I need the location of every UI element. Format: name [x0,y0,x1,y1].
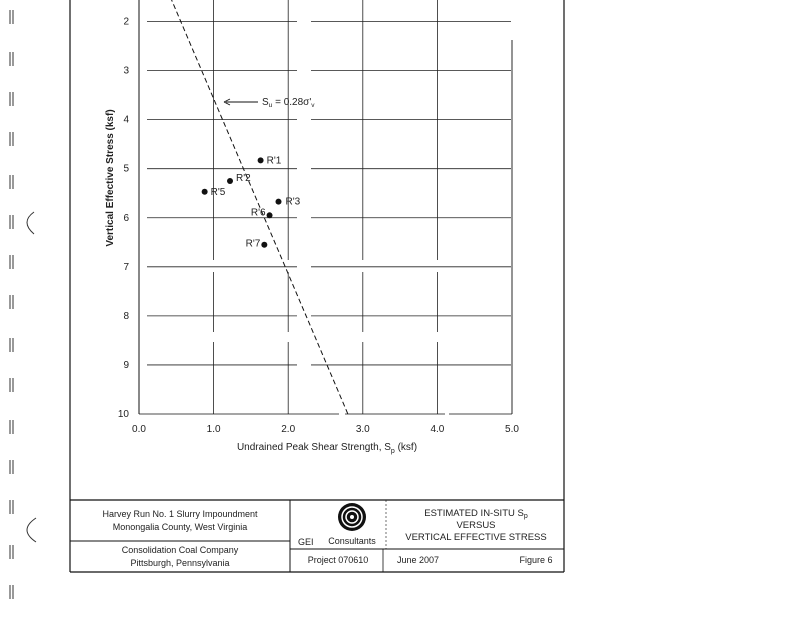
data-point-label: R'5 [210,186,226,198]
annotation-label: $S_u = 0.28\sigma'_v$ [262,97,315,109]
data-point [227,178,233,184]
date: June 2007 [396,555,440,565]
y-tick-label: 6 [123,212,129,224]
y-tick-label: 8 [123,310,129,322]
title-block [70,500,564,572]
x-axis-label: Undrained Peak Shear Strength, $S_p$ (ksf) [236,442,418,455]
x-tick-label: 2.0 [281,424,296,435]
project-number: Project 070610 [307,555,369,565]
drawing-title-line1: ESTIMATED IN-SITU $S_p$ [424,508,528,520]
y-tick-label: 9 [123,359,129,371]
x-tick-label: 3.0 [355,424,370,435]
svg-text:GEI: GEI [298,537,314,547]
x-tick-label: 5.0 [505,424,519,435]
client-line1: Consolidation Coal Company [121,545,239,555]
data-point-label: R'3 [285,196,301,208]
x-axis-label-subscript: p [390,448,395,455]
grid [147,0,512,414]
trend-annotation [224,97,315,109]
data-point [276,199,282,205]
data-point [202,189,208,195]
data-point-label: R'6 [250,207,266,219]
x-tick-label: 4.0 [430,424,445,435]
data-point [258,157,264,163]
data-point-label: R'7 [245,238,261,250]
chart [105,0,519,455]
points-layer [202,155,301,249]
project-line1: Harvey Run No. 1 Slurry Impoundment [102,509,258,519]
data-point [267,212,273,218]
y-tick-label: 3 [123,65,129,77]
company-logo [298,503,376,547]
svg-text:Consultants: Consultants [328,536,376,546]
data-point [261,242,267,248]
drawing-title-line3: VERTICAL EFFECTIVE STRESS [405,532,547,543]
y-tick-label: 10 [117,409,129,420]
y-tick-label: 7 [123,261,129,273]
y-tick-label: 2 [123,16,129,28]
x-tick-label: 1.0 [206,424,221,435]
data-point-label: R'2 [236,172,251,184]
x-tick-label: 0.0 [132,424,146,435]
y-axis-label: Vertical Effective Stress (ksf) [105,109,116,247]
drawing-title-line2: VERSUS [456,520,496,531]
figure-number: Figure 6 [519,555,553,565]
project-line2: Monongalia County, West Virginia [112,522,248,532]
y-tick-label: 5 [123,163,129,175]
y-tick-label: 4 [123,114,129,126]
data-point-label: R'1 [266,155,282,167]
client-line2: Pittsburgh, Pennsylvania [130,558,230,568]
binder-edge-marks [10,10,36,599]
